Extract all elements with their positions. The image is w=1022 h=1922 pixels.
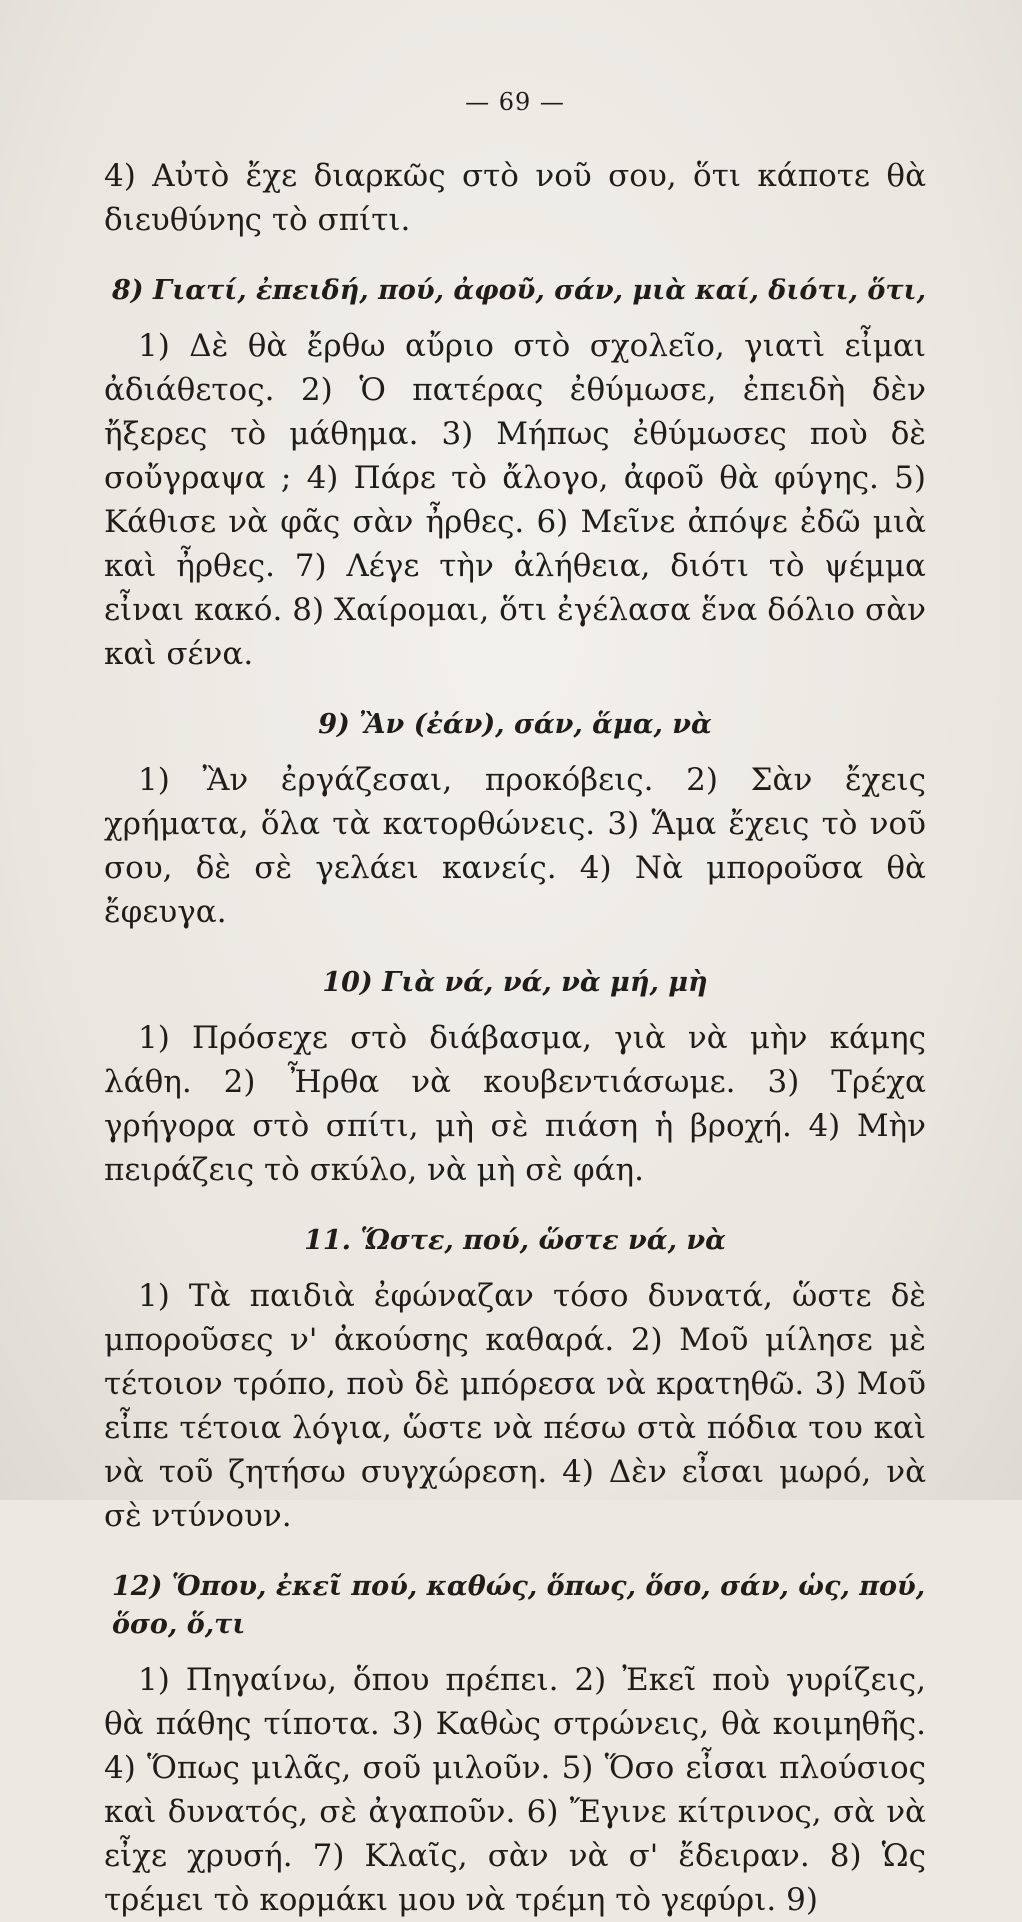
section-12 bbox=[104, 1568, 926, 1922]
section-heading: 9) Ἂν (ἐάν), σάν, ἅμα, νὰ bbox=[318, 709, 712, 740]
intro-block bbox=[104, 154, 926, 242]
section-heading: 10) Γιὰ νά, νά, νὰ μή, μὴ bbox=[322, 967, 708, 998]
section-text: 1) Ἂν ἐργάζεσαι, προκόβεις. 2) Σὰν ἔχεις χρήματα, ὅλα τὰ κατορθώνεις. 3) Ἅμα ἔχεις τὸ νοῦ σου, δὲ σὲ γελάει κανείς. 4) Νὰ μποροῦσα θὰ ἔφευγα. bbox=[104, 762, 926, 930]
section-8 bbox=[104, 272, 926, 676]
section-11 bbox=[104, 1222, 926, 1538]
section-text: 1) Δὲ θὰ ἔρθω αὔριο στὸ σχολεῖο, γιατὶ εἶμαι ἀδιάθετος. 2) Ὁ πατέρας ἐθύμωσε, ἐπειδὴ δὲν ἤξερες τὸ μάθημα. 3) Μήπως ἐθύμωσες ποὺ δὲ σοὔγραψα ; 4) Πάρε τὸ ἄλογο, ἀφοῦ θὰ φύγης. 5) Κάθισε νὰ φᾶς σὰν ἦρθες. 6) Μεῖνε ἀπόψε ἐδῶ μιὰ καὶ ἦρθες. 7) Λέγε τὴν ἀλήθεια, διότι τὸ ψέμμα εἶναι κακό. 8) Χαίρομαι, ὅτι ἐγέλασα ἕνα δόλιο σὰν καὶ σένα. bbox=[104, 328, 926, 672]
section-heading: 11. Ὥστε, πού, ὥστε νά, νὰ bbox=[304, 1225, 726, 1256]
section-heading: 8) Γιατί, ἐπειδή, πού, ἀφοῦ, σάν, μιὰ καί, διότι, ὅτι, bbox=[112, 275, 927, 306]
page-number: — 69 — bbox=[465, 88, 565, 116]
section-9 bbox=[104, 706, 926, 934]
section-text: 1) Τὰ παιδιὰ ἐφώναζαν τόσο δυνατά, ὥστε δὲ μποροῦσες ν' ἀκούσης καθαρά. 2) Μοῦ μίλησε μὲ τέτοιον τρόπο, ποὺ δὲ μπόρεσα νὰ κρατηθῶ. 3) Μοῦ εἶπε τέτοια λόγια, ὥστε νὰ πέσω στὰ πόδια του καὶ νὰ τοῦ ζητήσω συγχώρεση. 4) Δὲν εἶσαι μωρό, νὰ σὲ ντύνουν. bbox=[104, 1278, 926, 1534]
section-10 bbox=[104, 964, 926, 1192]
section-text: 1) Πρόσεχε στὸ διάβασμα, γιὰ νὰ μὴν κάμης λάθη. 2) Ἦρθα νὰ κουβεντιάσωμε. 3) Τρέχα γρήγορα στὸ σπίτι, μὴ σὲ πιάση ἡ βροχή. 4) Μὴν πειράζεις τὸ σκύλο, νὰ μὴ σὲ φάη. bbox=[104, 1020, 926, 1188]
section-heading: 12) Ὅπου, ἐκεῖ πού, καθώς, ὅπως, ὅσο, σάν, ὡς, πού, ὅσο, ὅ,τι bbox=[112, 1571, 926, 1640]
section-text: 1) Πηγαίνω, ὅπου πρέπει. 2) Ἐκεῖ ποὺ γυρίζεις, θὰ πάθης τίποτα. 3) Καθὼς στρώνεις, θὰ κοιμηθῆς. 4) Ὅπως μιλᾶς, σοῦ μιλοῦν. 5) Ὅσο εἶσαι πλούσιος καὶ δυνατός, σὲ ἀγαποῦν. 6) Ἔγινε κίτρινος, σὰ νὰ εἶχε χρυσή. 7) Κλαῖς, σὰν νὰ σ' ἔδειραν. 8) Ὡς τρέμει τὸ κορμάκι μου νὰ τρέμη τὸ γεφύρι. 9) bbox=[104, 1662, 926, 1918]
intro-paragraph: 4) Αὐτὸ ἔχε διαρκῶς στὸ νοῦ σου, ὅτι κάποτε θὰ διευθύνης τὸ σπίτι. bbox=[104, 158, 926, 238]
